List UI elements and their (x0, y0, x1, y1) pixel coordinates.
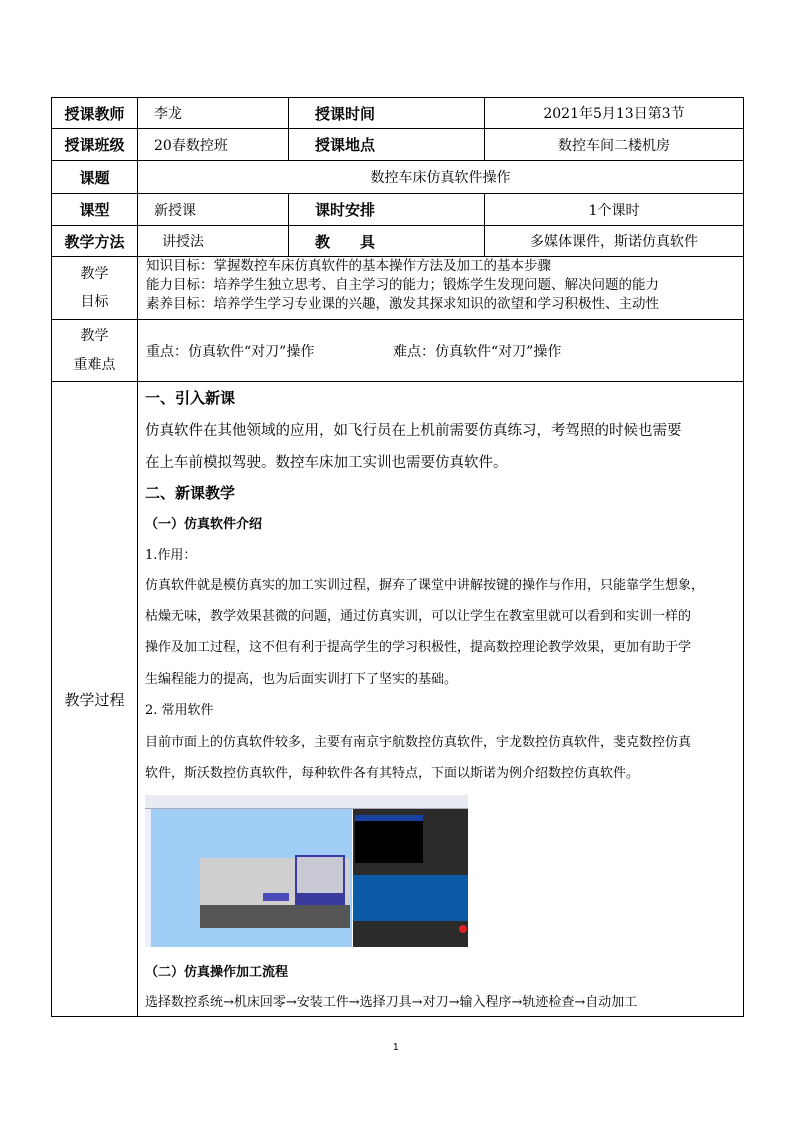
tools-label: 教 具 (289, 226, 485, 257)
item-function: 1.作用： (145, 548, 197, 563)
intro-line: 在上车前模拟驾驶。数控车床加工实训也需要仿真软件。 (145, 455, 508, 471)
goals-content (138, 257, 744, 320)
para1-line: 操作及加工过程，这不但有利于提高学生的学习积极性，提高数控理论教学效果，更加有助于学 (145, 640, 692, 655)
simulation-software-screenshot (145, 795, 468, 947)
key-point: 重点：仿真软件“对刀”操作 (146, 343, 315, 360)
place-value: 数控车间二楼机房 (485, 129, 744, 161)
teacher-label: 授课教师 (52, 98, 138, 129)
process-label: 教学过程 (52, 382, 138, 1017)
type-value: 新授课 (138, 194, 289, 226)
page-number: 1 (393, 1042, 399, 1053)
teacher-value: 李龙 (138, 98, 289, 129)
class-value: 20春数控班 (138, 129, 289, 161)
type-label: 课型 (52, 194, 138, 226)
para2-line: 目前市面上的仿真软件较多，主要有南京宇航数控仿真软件，宇龙数控仿真软件，斐克数控仿真 (145, 735, 692, 750)
para1-line: 仿真软件就是模仿真实的加工实训过程，摒弃了课堂中讲解按键的操作与作用，只能靠学生想象， (145, 578, 705, 593)
method-value: 讲授法 (138, 226, 289, 257)
topic-label: 课题 (52, 161, 138, 194)
keypoints-label (52, 320, 138, 382)
time-label: 授课时间 (289, 98, 485, 129)
goal-ability: 能力目标：培养学生独立思考、自主学习的能力；锻炼学生发现问题、解决问题的能力 (146, 277, 659, 293)
place-label: 授课地点 (289, 129, 485, 161)
difficult-point: 难点：仿真软件“对刀”操作 (393, 343, 562, 360)
goals-label-1: 教学 (80, 266, 109, 282)
class-label: 授课班级 (52, 129, 138, 161)
keypoints-content (138, 320, 744, 382)
topic-value: 数控车床仿真软件操作 (138, 161, 744, 194)
intro-line: 仿真软件在其他领域的应用，如飞行员在上机前需要仿真练习，考驾照的时候也需要 (145, 423, 682, 439)
hours-label: 课时安排 (289, 194, 485, 226)
goal-quality: 素养目标：培养学生学习专业课的兴趣，激发其探求知识的欲望和学习积极性、主动性 (146, 296, 659, 312)
para2-line: 软件，斯沃数控仿真软件，每种软件各有其特点，下面以斯诺为例介绍数控仿真软件。 (145, 766, 640, 781)
tools-value: 多媒体课件，斯诺仿真软件 (485, 226, 744, 257)
subheading-process-flow: （二）仿真操作加工流程 (145, 965, 289, 980)
time-value: 2021年5月13日第3节 (485, 98, 744, 129)
para1-line: 生编程能力的提高，也为后面实训打下了坚实的基础。 (145, 672, 458, 687)
heading-intro: 一、引入新课 (145, 389, 236, 407)
para1-line: 枯燥无味，教学效果甚微的问题，通过仿真实训，可以让学生在教室里就可以看到和实训一样的 (145, 609, 692, 624)
subheading-software-intro: （一）仿真软件介绍 (145, 517, 263, 532)
goals-label (52, 257, 138, 320)
keypoints-label-2: 重难点 (73, 356, 116, 373)
goals-label-2: 目标 (80, 294, 109, 310)
method-label: 教学方法 (52, 226, 138, 257)
goal-knowledge: 知识目标：掌握数控车床仿真软件的基本操作方法及加工的基本步骤 (146, 258, 551, 274)
keypoints-label-1: 教学 (80, 327, 109, 344)
hours-value: 1个课时 (485, 194, 744, 226)
process-flow: 选择数控系统→机床回零→安装工件→选择刀具→对刀→输入程序→轨迹检查→自动加工 (145, 995, 638, 1010)
item-common-software: 2. 常用软件 (145, 703, 214, 718)
heading-new-lesson: 二、新课教学 (145, 484, 236, 502)
